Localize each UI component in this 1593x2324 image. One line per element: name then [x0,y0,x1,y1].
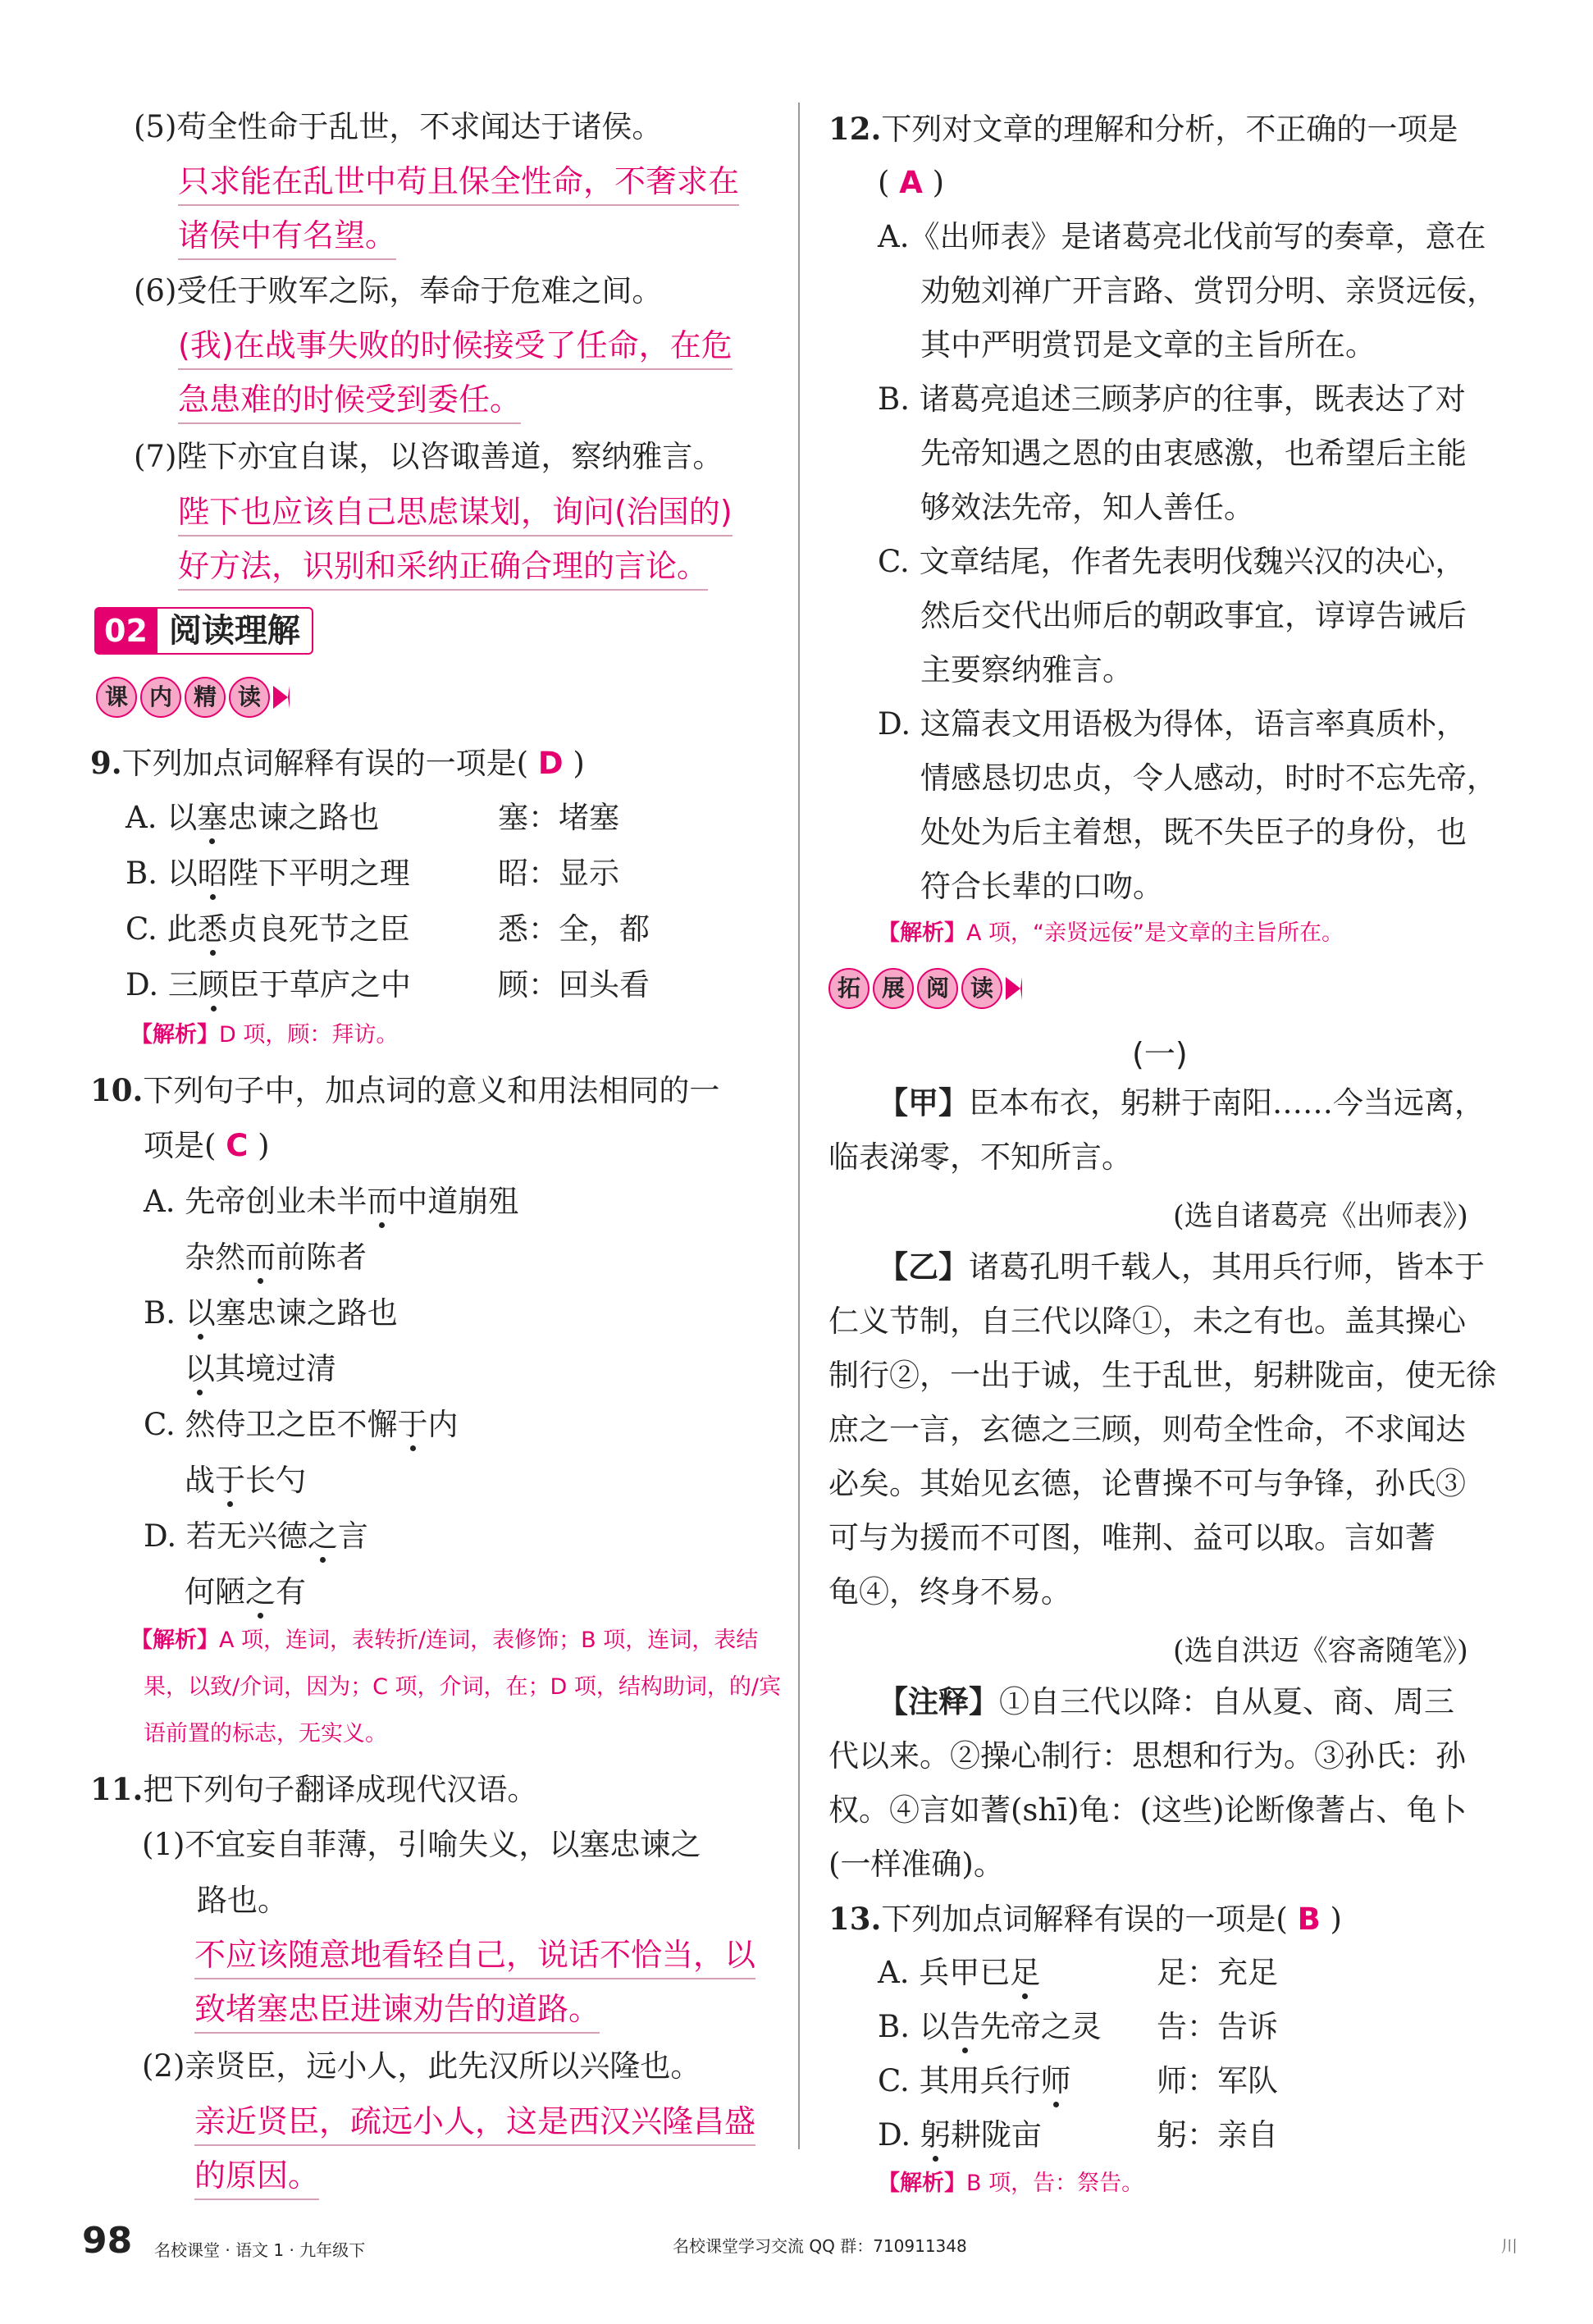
q10-explanation-line1: 【解析】A 项，连词，表转折/连词，表修饰；B 项，连词，表结 [130,1628,759,1653]
q10-option-d2: 何陋之有 [185,1572,306,1613]
q10-option-b2: 以其境过清 [185,1349,336,1390]
pill-char: 阅 [917,968,958,1009]
q12-option-a-line2: 劝勉刘禅广开言路、赏罚分明、亲贤远佞， [920,273,1497,308]
q12-option-c-line2: 然后交代出师后的朝政事宜，谆谆告诫后 [920,598,1467,633]
q12-option-d-line4: 符合长辈的口吻。 [920,869,1163,904]
passage-yi-line7: 龟④，终身不易。 [828,1574,1071,1609]
q12-option-a-line1: A.《出师表》是诸葛亮北伐前写的奏章，意在 [878,219,1486,254]
q5-text: (5)苟全性命于乱世，不求闻达于诸侯。 [134,109,663,144]
qq-group: 名校课堂学习交流 QQ 群：710911348 [673,2236,967,2256]
q13-option-a: A. 兵甲已足 [878,1952,1040,1993]
q9-gloss-c: 悉：全，都 [498,911,650,947]
q11-2-answer-line2: 的原因。 [194,2153,319,2200]
q11-2-answer-line1: 亲近贤臣，疏远小人，这是西汉兴隆昌盛 [194,2098,755,2146]
pill-arrow-icon [273,686,290,709]
q13-gloss-a: 足：充足 [1157,1955,1278,1990]
q9-option-a: A. 以塞忠谏之路也 [126,797,379,838]
q11-1-text-line2: 路也。 [197,1883,288,1918]
q10-stem-line1: 10.下列句子中，加点词的意义和用法相同的一 [90,1072,720,1108]
q11-1-answer-line1: 不应该随意地看轻自己，说话不恰当，以 [194,1932,755,1979]
notes-line4: (一样准确)。 [828,1847,1004,1882]
section-number: 02 [94,607,157,655]
passage-yi-line1: 【乙】诸葛孔明千载人，其用兵行师，皆本于 [878,1249,1485,1285]
q10-option-a2: 杂然而前陈者 [185,1237,367,1278]
section-title: 阅读理解 [157,607,313,655]
q13-option-d: D. 躬耕陇亩 [878,2115,1042,2156]
q6-answer-line2: 急患难的时候受到委任。 [178,377,521,424]
pill-char: 读 [229,677,270,718]
q6-text: (6)受任于败军之际，奉命于危难之间。 [134,273,663,308]
q9-option-b: B. 以昭陛下平明之理 [126,853,410,894]
q12-option-b-line2: 先帝知遇之恩的由衷感激，也希望后主能 [920,436,1467,471]
q12-option-b-line3: 够效法先帝，知人善任。 [920,490,1254,525]
passage-yi-line3: 制行②，一出于诚，生于乱世，躬耕陇亩，使无徐 [828,1358,1496,1393]
q11-stem: 11.把下列句子翻译成现代汉语。 [90,1771,538,1807]
q9-gloss-d: 顾：回头看 [498,967,650,1002]
q13-explanation: 【解析】B 项，告：祭告。 [878,2171,1144,2196]
page-number: 98 [82,2220,133,2262]
q13-gloss-b: 告：告诉 [1157,2009,1278,2044]
q13-gloss-c: 师：军队 [1157,2063,1278,2098]
region-mark: 川 [1501,2236,1518,2256]
q10-option-c1: C. 然侍卫之臣不懈于内 [144,1404,459,1445]
q10-answer: C [226,1128,249,1163]
q13-gloss-d: 躬：亲自 [1157,2117,1278,2153]
pill-char: 拓 [828,968,870,1009]
q10-stem-line2: 项是( C ) [144,1128,270,1163]
passage-yi-line6: 可与为援而不可图，唯荆、益可以取。言如蓍 [828,1520,1436,1555]
pill-char: 内 [140,677,181,718]
q9-stem: 9.下列加点词解释有误的一项是( D ) [90,745,585,781]
passage-yi-line5: 必矣。其始见玄德，论曹操不可与争锋，孙氏③ [828,1466,1466,1501]
q12-option-b-line1: B. 诸葛亮追述三顾茅庐的往事，既表达了对 [878,381,1466,417]
q12-stem: 12.下列对文章的理解和分析，不正确的一项是 [828,111,1458,147]
q10-option-d1: D. 若无兴德之言 [144,1516,368,1557]
q12-explanation: 【解析】A 项，“亲贤远佞”是文章的主旨所在。 [878,920,1344,946]
notes-line1: 【注释】①自三代以降：自从夏、商、周三 [878,1684,1454,1719]
q10-explanation-line3: 语前置的标志，无实义。 [144,1721,387,1746]
notes-line2: 代以来。②操心制行：思想和行为。③孙氏：孙 [828,1738,1466,1774]
q9-option-c: C. 此悉贞良死节之臣 [126,909,410,950]
q9-explanation: 【解析】D 项，顾：拜访。 [130,1022,399,1048]
q7-text: (7)陛下亦宜自谋，以咨诹善道，察纳雅言。 [134,439,723,474]
passage-yi-line2: 仁义节制，自三代以降①，未之有也。盖其操心 [828,1304,1466,1339]
passage-jia-line2: 临表涕零，不知所言。 [828,1139,1132,1175]
q12-answer: A [899,165,923,200]
section-badge-reading [94,607,313,655]
q9-gloss-b: 昭：显示 [498,856,619,891]
q12-option-d-line2: 情感恳切忠贞，令人感动，时时不忘先帝， [920,760,1497,796]
passage-yi-line4: 庶之一言，玄德之三顾，则苟全性命，不求闻达 [828,1412,1466,1447]
q5-answer-line1: 只求能在乱世中苟且保全性命，不奢求在 [178,158,739,206]
q7-answer-line1: 陛下也应该自己思虑谋划，询问(治国的) [178,489,733,536]
q12-option-c-line3: 主要察纳雅言。 [920,652,1133,687]
passage-jia-line1: 【甲】臣本布衣，躬耕于南阳……今当远离， [878,1085,1485,1121]
pill-char: 展 [873,968,914,1009]
q12-option-c-line1: C. 文章结尾，作者先表明伐魏兴汉的决心， [878,544,1466,579]
pill-char: 读 [961,968,1002,1009]
q12-option-d-line3: 处处为后主着想，既不失臣子的身份，也 [920,815,1467,850]
pill-char: 课 [96,677,137,718]
passage-part-title: (一) [1132,1036,1188,1072]
q9-option-d: D. 三顾臣于草庐之中 [126,965,411,1006]
passage-yi-source: (选自洪迈《容斋随笔》) [1173,1635,1468,1668]
q10-explanation-line2: 果，以致/介词，因为；C 项，介词，在；D 项，结构助词，的/宾 [144,1674,782,1700]
q10-option-b1: B. 以塞忠谏之路也 [144,1293,398,1334]
pill-in-class-reading [96,677,290,718]
q12-option-d-line1: D. 这篇表文用语极为得体，语言率真质朴， [878,706,1467,742]
q10-option-c2: 战于长勺 [185,1460,306,1501]
q13-answer: B [1297,1902,1321,1937]
pill-char: 精 [185,677,226,718]
q10-option-a1: A. 先帝创业未半而中道崩殂 [144,1181,518,1222]
q9-gloss-a: 塞：堵塞 [498,800,619,835]
q12-answer-line: ( A ) [878,165,945,200]
q13-option-c: C. 其用兵行师 [878,2061,1071,2102]
pill-arrow-icon [1006,977,1022,1000]
q9-answer: D [537,746,564,781]
q11-1-answer-line2: 致堵塞忠臣进谏劝告的道路。 [194,1986,600,2034]
q12-option-a-line3: 其中严明赏罚是文章的主旨所在。 [920,327,1376,363]
column-divider [798,103,800,2149]
q6-answer-line1: (我)在战事失败的时候接受了任命，在危 [178,322,733,370]
pill-extended-reading [828,968,1022,1009]
q11-1-text-line1: (1)不宜妄自菲薄，引喻失义，以塞忠谏之 [142,1827,701,1862]
q11-2-text: (2)亲贤臣，远小人，此先汉所以兴隆也。 [142,2048,701,2084]
book-title: 名校课堂 · 语文 1 · 九年级下 [154,2240,366,2260]
q7-answer-line2: 好方法，识别和采纳正确合理的言论。 [178,543,708,591]
notes-line3: 权。④言如蓍(shī)龟：(这些)论断像蓍占、龟卜 [828,1792,1467,1828]
passage-jia-source: (选自诸葛亮《出师表》) [1173,1200,1468,1233]
q13-stem: 13.下列加点词解释有误的一项是( B ) [828,1901,1342,1937]
q5-answer-line2: 诸侯中有名望。 [178,212,396,260]
q13-option-b: B. 以告先帝之灵 [878,2007,1102,2048]
